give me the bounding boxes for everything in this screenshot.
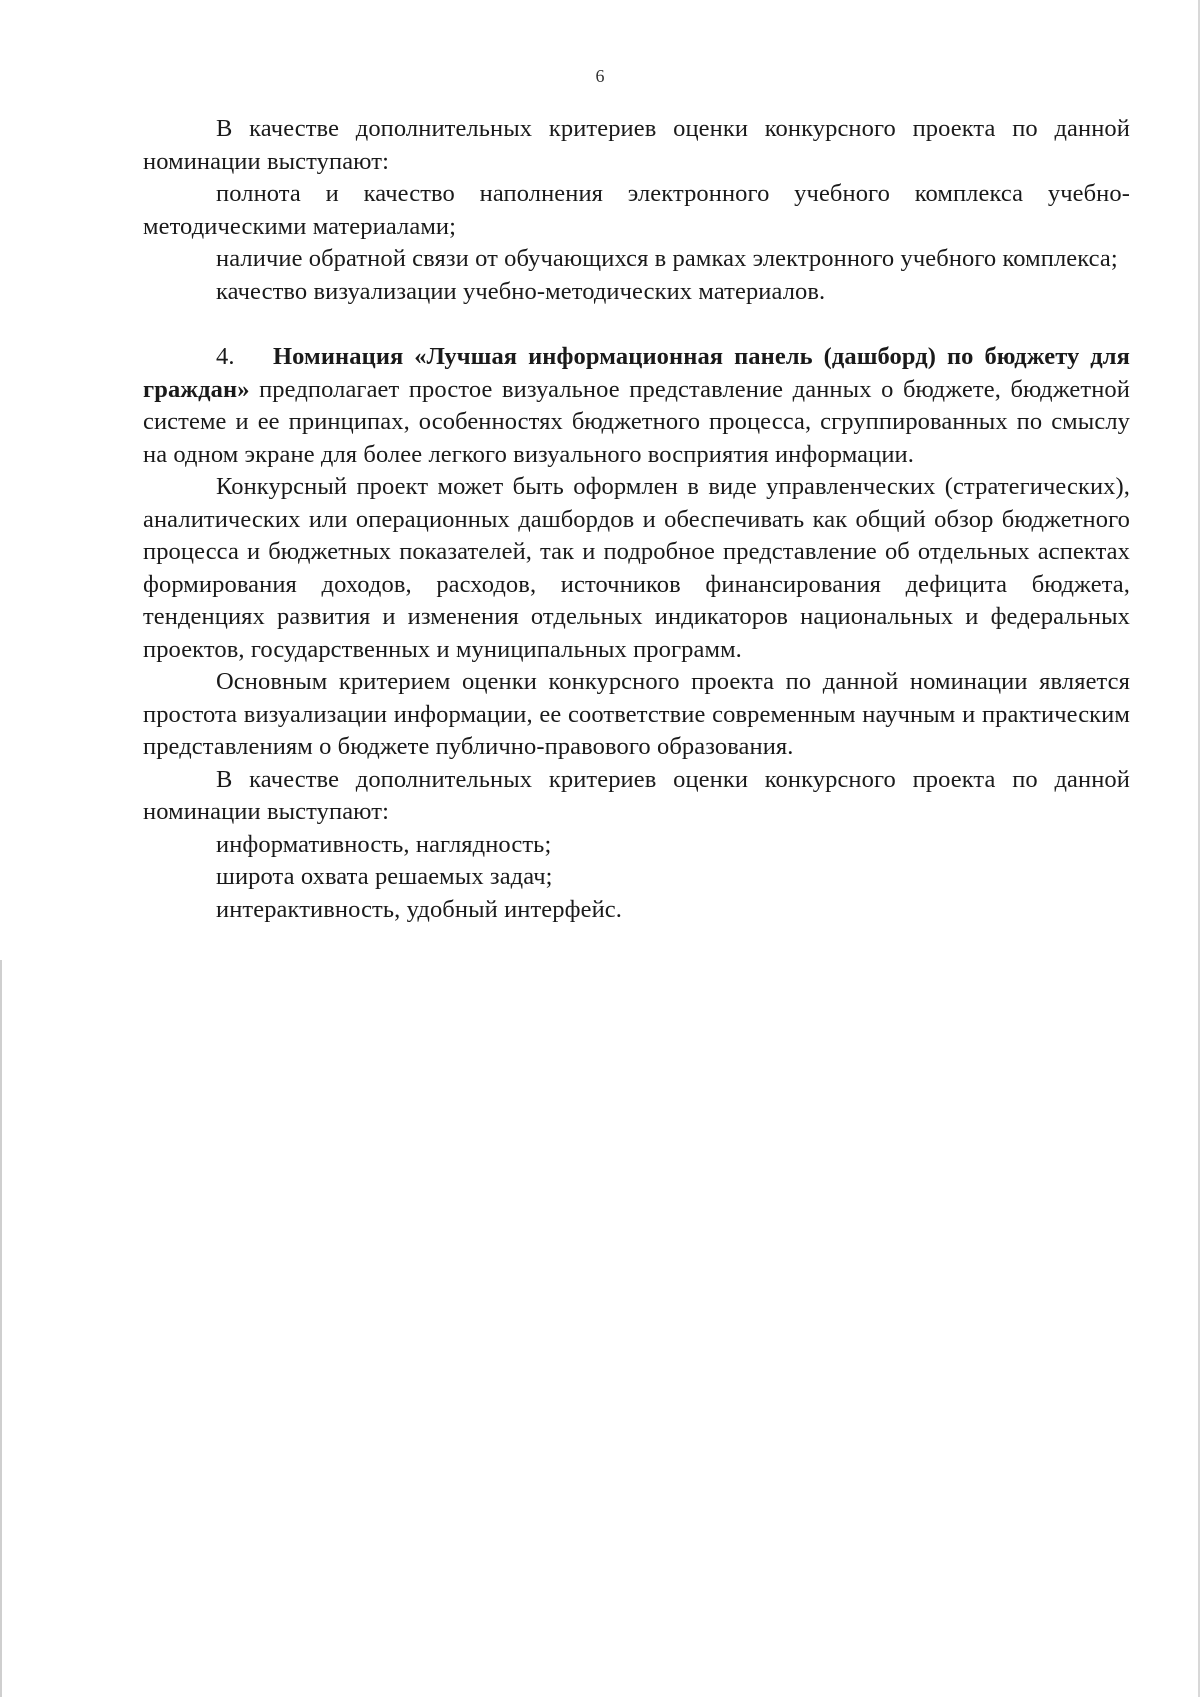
additional-criteria-intro: В качестве дополнительных критериев оценки конкурсного проекта по данной номинации выступают: [143, 765, 1130, 825]
section-4-heading-paragraph [143, 341, 1130, 471]
scan-edge-left [0, 960, 2, 1697]
nomination-description: предполагает простое визуальное представление данных о бюджете, бюджетной системе и ее принципах, особенностях бюджетного процесса, сгруппированных по смыслу на одном экране для более легкого визуального восприятия информации. [143, 375, 1130, 468]
page-number: 6 [595, 66, 605, 86]
criteria-list-item: интерактивность, удобный интерфейс. [216, 895, 622, 923]
criteria-list-item: широта охвата решаемых задач; [216, 863, 553, 890]
document-body [143, 113, 1130, 926]
section-number: 4. [216, 343, 235, 370]
criteria-list-item: информативность, наглядность; [216, 830, 552, 858]
criteria-list-item: качество визуализации учебно-методических материалов. [216, 277, 826, 305]
main-criterion-paragraph: Основным критерием оценки конкурсного проекта по данной номинации является простота визуализации информации, ее соответствие современным научным и практическим представлениям о бюджете публично-правового образования. [143, 668, 1130, 760]
nomination-title: Номинация «Лучшая информационная панель (дашборд) по бюджету для граждан» [143, 343, 1130, 403]
criteria-list-item: наличие обратной связи от обучающихся в рамках электронного учебного комплекса; [216, 245, 1118, 272]
criteria-list-item: полнота и качество наполнения электронного учебного комплекса учебно-методическими материалами; [143, 180, 1130, 240]
criteria-intro-paragraph: В качестве дополнительных критериев оценки конкурсного проекта по данной номинации выступают: [143, 115, 1130, 175]
project-format-paragraph: Конкурсный проект может быть оформлен в виде управленческих (стратегических), аналитических или операционных дашбордов и обеспечивать как общий обзор бюджетного процесса и бюджетных показателей, так и подробное представление об отдельных аспектах формирования доходов, расходов, источников финансирования дефицита бюджета, тенденциях развития и изменения отдельных индикаторов национальных и федеральных проектов, государственных и муниципальных программ. [143, 473, 1130, 663]
paragraph-gap [143, 308, 1130, 341]
